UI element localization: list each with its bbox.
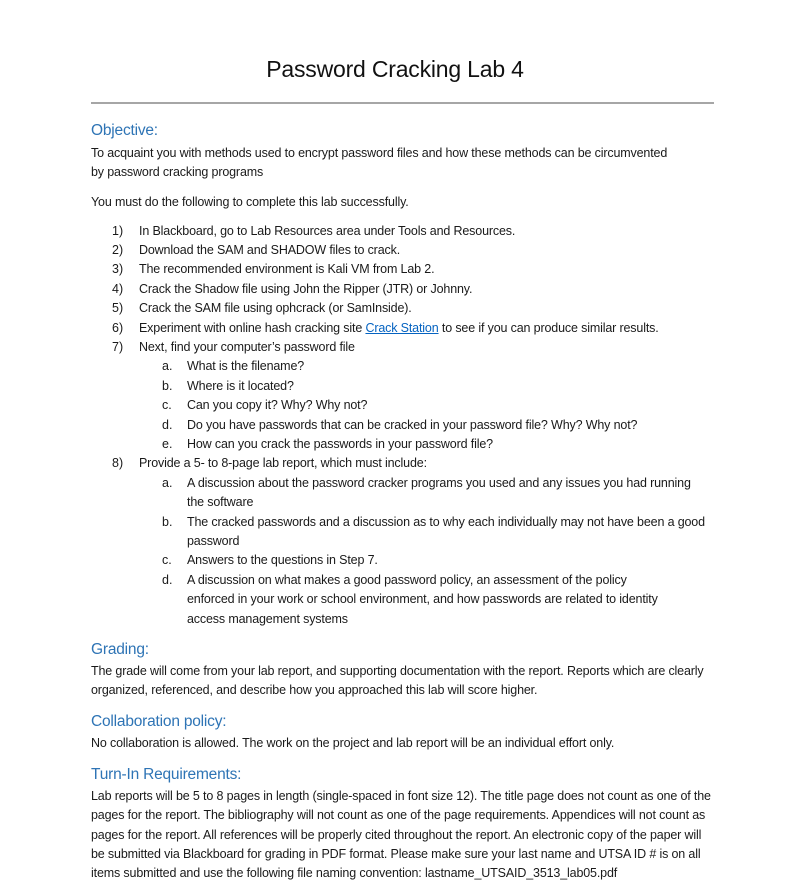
step-text: Download the SAM and SHADOW files to crack. (139, 243, 401, 257)
substep-letter: c. (162, 398, 172, 412)
substep-text: The cracked passwords and a discussion as to why each individually may not have been a good password (187, 515, 705, 549)
substep-text: Do you have passwords that can be cracked in your password file? Why? Why not? (187, 418, 638, 432)
step-text: The recommended environment is Kali VM from Lab 2. (139, 262, 435, 276)
substep-letter: d. (162, 418, 173, 432)
step-number: 4) (112, 282, 124, 296)
step-number: 7) (112, 340, 124, 354)
step-number: 6) (112, 321, 124, 335)
turnin-heading: Turn-In Requirements: (91, 766, 242, 783)
substep-letter: b. (162, 379, 173, 393)
substep-text: Can you copy it? Why? Why not? (187, 398, 368, 412)
step-text: Next, find your computer’s password file (139, 340, 355, 354)
title-divider (91, 102, 714, 104)
substep-letter: c. (162, 553, 172, 567)
grading-text: The grade will come from your lab report, and supporting documentation with the report. Reports which are clearly organized, referenced, and describe how you approached this lab will score higher. (91, 664, 704, 698)
substep-letter: b. (162, 515, 173, 529)
step-number: 1) (112, 224, 124, 238)
step-text: In Blackboard, go to Lab Resources area under Tools and Resources. (139, 224, 516, 238)
substep-letter: e. (162, 437, 173, 451)
grading-heading: Grading: (91, 641, 149, 658)
objective-heading: Objective: (91, 122, 158, 139)
substep-text: What is the filename? (187, 359, 305, 373)
step-number: 2) (112, 243, 124, 257)
step-text-after: to see if you can produce similar results. (438, 321, 659, 335)
step-number: 5) (112, 301, 124, 315)
substep-text: A discussion on what makes a good password policy, an assessment of the policy enforced in your work or school environment, and how passwords are related to identity access management systems (187, 573, 658, 626)
substep-text: Answers to the questions in Step 7. (187, 553, 378, 567)
substep-text: A discussion about the password cracker programs you used and any issues you had running the software (187, 476, 691, 510)
step-text-before: Experiment with online hash cracking site (139, 321, 366, 335)
step-text: Crack the SAM file using ophcrack (or SamInside). (139, 301, 412, 315)
step-text (139, 319, 729, 338)
document-title: Password Cracking Lab 4 (266, 56, 524, 82)
substep-letter: a. (162, 359, 173, 373)
substep-text: Where is it located? (187, 379, 294, 393)
objective-text: To acquaint you with methods used to encrypt password files and how these methods can be circumvented by password cracking programs (91, 146, 668, 180)
substep-letter: d. (162, 573, 173, 587)
intro-text: You must do the following to complete this lab successfully. (91, 195, 409, 209)
substep-letter: a. (162, 476, 173, 490)
step-text: Crack the Shadow file using John the Ripper (JTR) or Johnny. (139, 282, 473, 296)
substep-text: How can you crack the passwords in your password file? (187, 437, 493, 451)
collaboration-heading: Collaboration policy: (91, 713, 227, 730)
step-number: 8) (112, 456, 124, 470)
step-number: 3) (112, 262, 124, 276)
crack-station-link[interactable]: Crack Station (365, 321, 439, 335)
collaboration-text: No collaboration is allowed. The work on the project and lab report will be an individual effort only. (91, 736, 615, 750)
turnin-text: Lab reports will be 5 to 8 pages in length (single-spaced in font size 12). The title page does not count as one of the pages for the report. The bibliography will not count as one of the page requirements. Appendices will not count as pages for the report. All references will be properly cited throughout the report. An electronic copy of the paper will be submitted via Blackboard for grading in PDF format. Please make sure your last name and UTSA ID # is on all items submitted and use the following file naming convention: lastname_UTSAID_3513_lab05.pdf (91, 789, 711, 881)
step-text: Provide a 5- to 8-page lab report, which must include: (139, 456, 427, 470)
